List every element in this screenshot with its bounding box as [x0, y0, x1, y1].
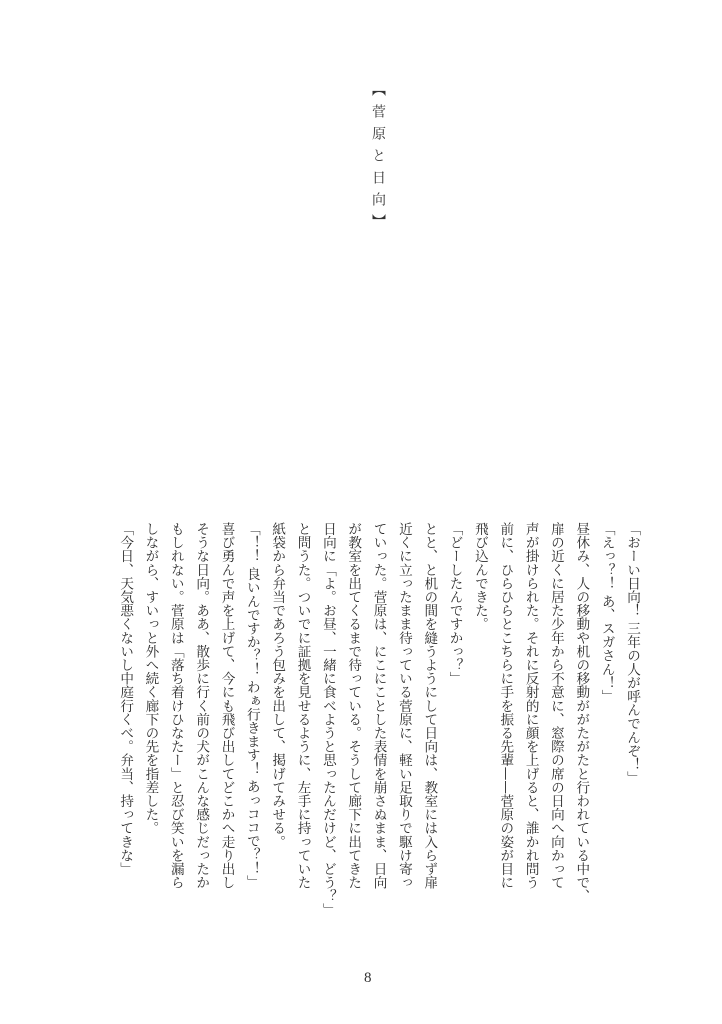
text-column: 喜び勇んで声を上げて、今にも飛び出してどこかへ走り出し [218, 522, 235, 890]
text-column: が教室を出てくるまで待っている。そうして廊下に出てきた [345, 522, 362, 890]
text-column: 扉の近くに居た少年から不意に、窓際の席の日向へ向かって [547, 522, 564, 890]
text-column: 飛び込んできた。 [471, 522, 488, 631]
text-column: 近くに立ったまま待っている菅原に、軽い足取りで駆け寄っ [395, 522, 412, 890]
text-column: 「おーい日向！ 三年の人が呼んでんぞ！」 [624, 522, 640, 785]
text-column: 「えっ？！ あ、スガさん！」 [598, 522, 615, 704]
text-column: ていった。菅原は、にこにことした表情を崩さぬまま、日向 [370, 522, 387, 890]
text-column: 「今日、天気悪くないし中庭行くべ。弁当、持ってきな」 [117, 522, 134, 876]
text-column: とと、と机の間を縫うようにして日向は、教室には入らず扉 [421, 522, 438, 890]
body-text [112, 522, 644, 922]
text-column: 声が掛けられた。それに反射的に顔を上げると、誰かれ問う [522, 522, 539, 890]
text-column: 「！！ 良いんですか？！ わぁ行きます！ あっココで？！」 [243, 522, 260, 889]
text-column: 日向に「よ。お昼、一緒に食べようと思ったんだけど、どう？」 [319, 522, 336, 917]
text-column: そうな日向。ああ、散歩に行く前の犬がこんな感じだったか [193, 522, 210, 890]
text-column: 紙袋から弁当であろう包みを出して、掲げてみせる。 [269, 522, 286, 849]
text-column: と問うた。ついでに証拠を見せるように、左手に持っていた [294, 522, 311, 890]
text-column: 「どーしたんですかっ？」 [446, 522, 463, 686]
page-number: 8 [364, 970, 372, 986]
text-column: 昼休み、人の移動や机の移動ががたがたと行われている中で、 [573, 522, 590, 903]
chapter-title: 【菅原と日向】 [370, 82, 386, 236]
text-column: もしれない。菅原は「落ち着けひなたー」と忍び笑いを漏ら [167, 522, 184, 890]
text-column: しながら、すいっと外へ続く廊下の先を指差した。 [142, 522, 159, 835]
text-column: 前に、ひらひらとこちらに手を振る先輩——菅原の姿が目に [497, 522, 514, 890]
